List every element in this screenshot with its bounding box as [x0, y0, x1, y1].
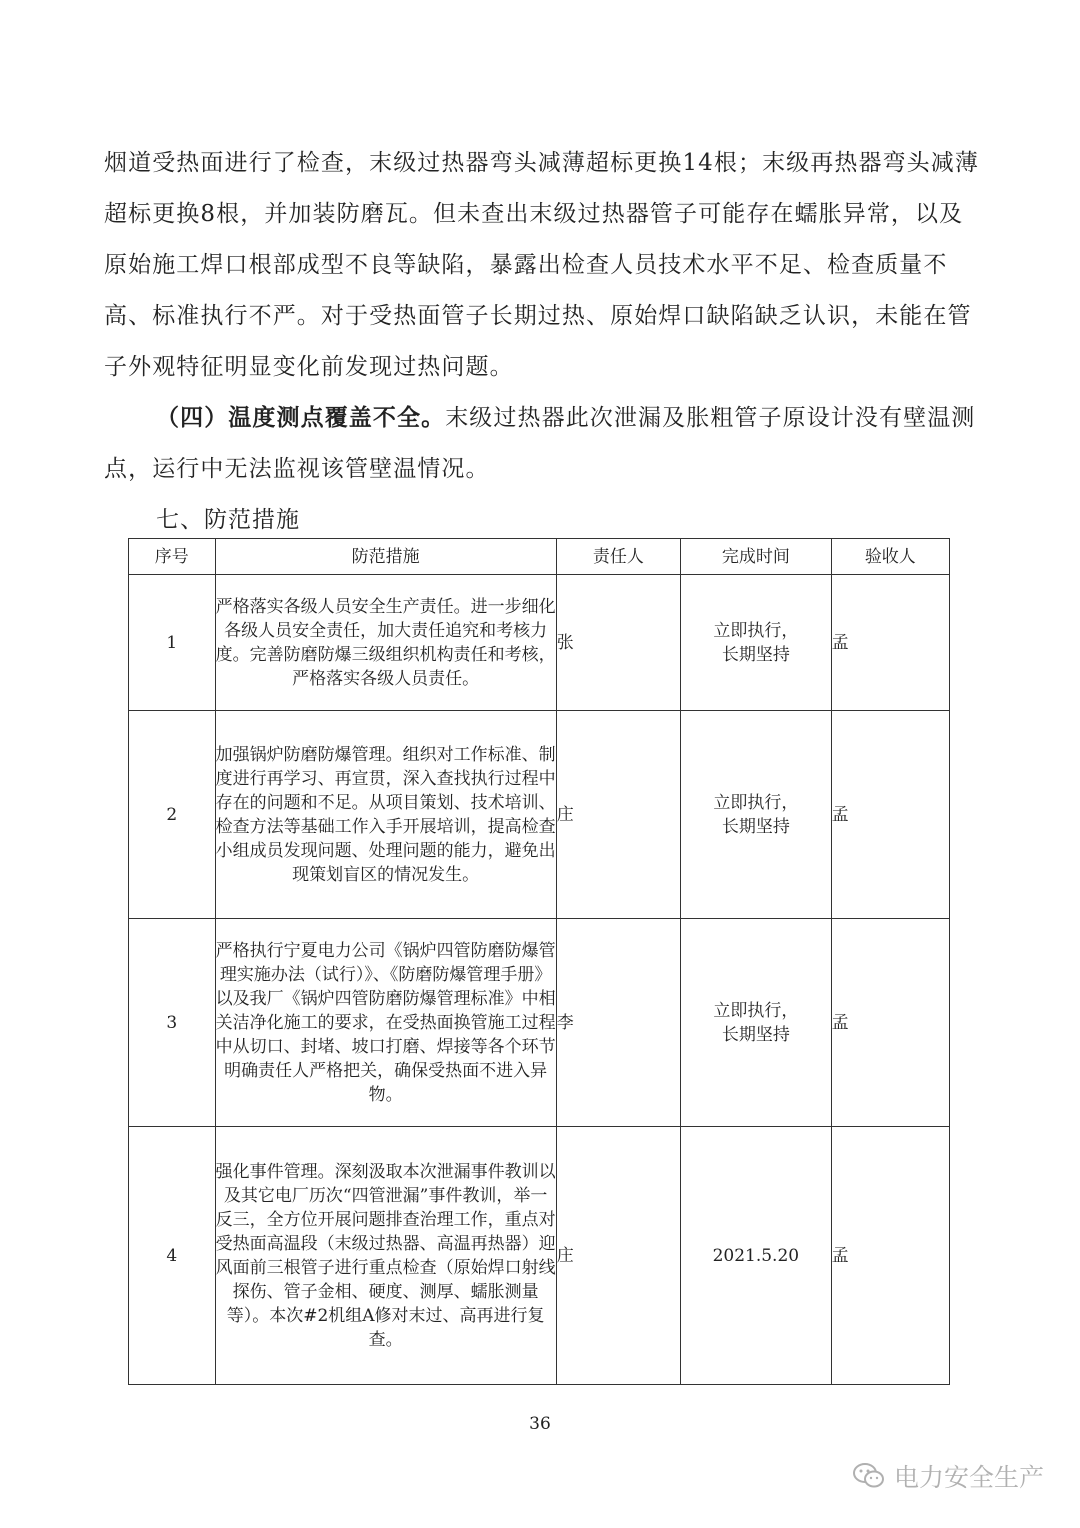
- row-responsible: 庄: [556, 1127, 680, 1385]
- table-row: [129, 1127, 950, 1385]
- header-measure: 防范措施: [215, 539, 556, 575]
- deadline-line-2: 长期坚持: [721, 1024, 790, 1045]
- watermark: [852, 1458, 1044, 1494]
- wechat-icon: [852, 1461, 886, 1491]
- header-responsible: 责任人: [556, 539, 680, 575]
- row-no: 2: [129, 711, 216, 919]
- row-deadline: [681, 919, 832, 1127]
- deadline-line-1: 立即执行，: [713, 1000, 799, 1021]
- row-responsible: 庄: [556, 711, 680, 919]
- page-number: 36: [529, 1414, 551, 1434]
- deadline-line-1: 2021.5.20: [712, 1245, 800, 1266]
- row-no: 3: [129, 919, 216, 1127]
- watermark-text: 电力安全生产: [893, 1463, 1044, 1492]
- table-row: [129, 919, 950, 1127]
- section-heading: 七、防范措施: [156, 507, 300, 533]
- row-measure: 严格落实各级人员安全生产责任。进一步细化各级人员安全责任，加大责任追究和考核力度。完善防磨防爆三级组织机构责任和考核，严格落实各级人员责任。: [215, 575, 556, 711]
- deadline-line-2: 长期坚持: [721, 816, 790, 837]
- row-measure: 严格执行宁夏电力公司《锅炉四管防磨防爆管理实施办法（试行）》、《防磨防爆管理手册》以及我厂《锅炉四管防磨防爆管理标准》中相关洁净化施工的要求，在受热面换管施工过程中从切口、封堵、坡口打磨、焊接等各个环节明确责任人严格把关，确保受热面不进入异物。: [215, 919, 556, 1127]
- body-paragraph-2: [104, 392, 980, 495]
- table-header-row: [129, 539, 950, 575]
- row-responsible: 张: [556, 575, 680, 711]
- row-measure: 强化事件管理。深刻汲取本次泄漏事件教训以及其它电厂历次“四管泄漏”事件教训，举一反三，全方位开展问题排查治理工作，重点对受热面高温段（末级过热器、高温再热器）迎风面前三根管子进行重点检查（原始焊口射线探伤、管子金相、硬度、测厚、蠕胀测量等）。本次#2机组A修对末过、高再进行复查。: [215, 1127, 556, 1385]
- measures-table: [128, 538, 950, 1385]
- deadline-line-2: 长期坚持: [721, 644, 790, 665]
- header-acceptor: 验收人: [831, 539, 949, 575]
- deadline-line-1: 立即执行，: [713, 792, 799, 813]
- row-measure: 加强锅炉防磨防爆管理。组织对工作标准、制度进行再学习、再宣贯，深入查找执行过程中存在的问题和不足。从项目策划、技术培训、检查方法等基础工作入手开展培训，提高检查小组成员发现问题、处理问题的能力，避免出现策划盲区的情况发生。: [215, 711, 556, 919]
- row-acceptor: 孟: [831, 711, 949, 919]
- row-deadline: [681, 711, 832, 919]
- deadline-line-1: 立即执行，: [713, 620, 799, 641]
- row-acceptor: 孟: [831, 1127, 949, 1385]
- header-deadline: 完成时间: [681, 539, 832, 575]
- row-no: 4: [129, 1127, 216, 1385]
- row-responsible: 李: [556, 919, 680, 1127]
- row-deadline: [681, 1127, 832, 1385]
- paragraph-2-text: 末级过热器此次泄漏及胀粗管子原设计没有壁温测点，运行中无法监视该管壁温情况。: [104, 405, 976, 482]
- row-acceptor: 孟: [831, 575, 949, 711]
- row-deadline: [681, 575, 832, 711]
- table-row: [129, 575, 950, 711]
- table-row: [129, 711, 950, 919]
- row-no: 1: [129, 575, 216, 711]
- header-no: 序号: [129, 539, 216, 575]
- row-acceptor: 孟: [831, 919, 949, 1127]
- paragraph-2-heading: （四）温度测点覆盖不全。: [156, 404, 446, 431]
- body-paragraph-1: 烟道受热面进行了检查，末级过热器弯头减薄超标更换14根；末级再热器弯头减薄超标更换8根，并加装防磨瓦。但未查出末级过热器管子可能存在蠕胀异常，以及原始施工焊口根部成型不良等缺陷，暴露出检查人员技术水平不足、检查质量不高、标准执行不严。对于受热面管子长期过热、原始焊口缺陷缺乏认识，未能在管子外观特征明显变化前发现过热问题。: [104, 150, 979, 380]
